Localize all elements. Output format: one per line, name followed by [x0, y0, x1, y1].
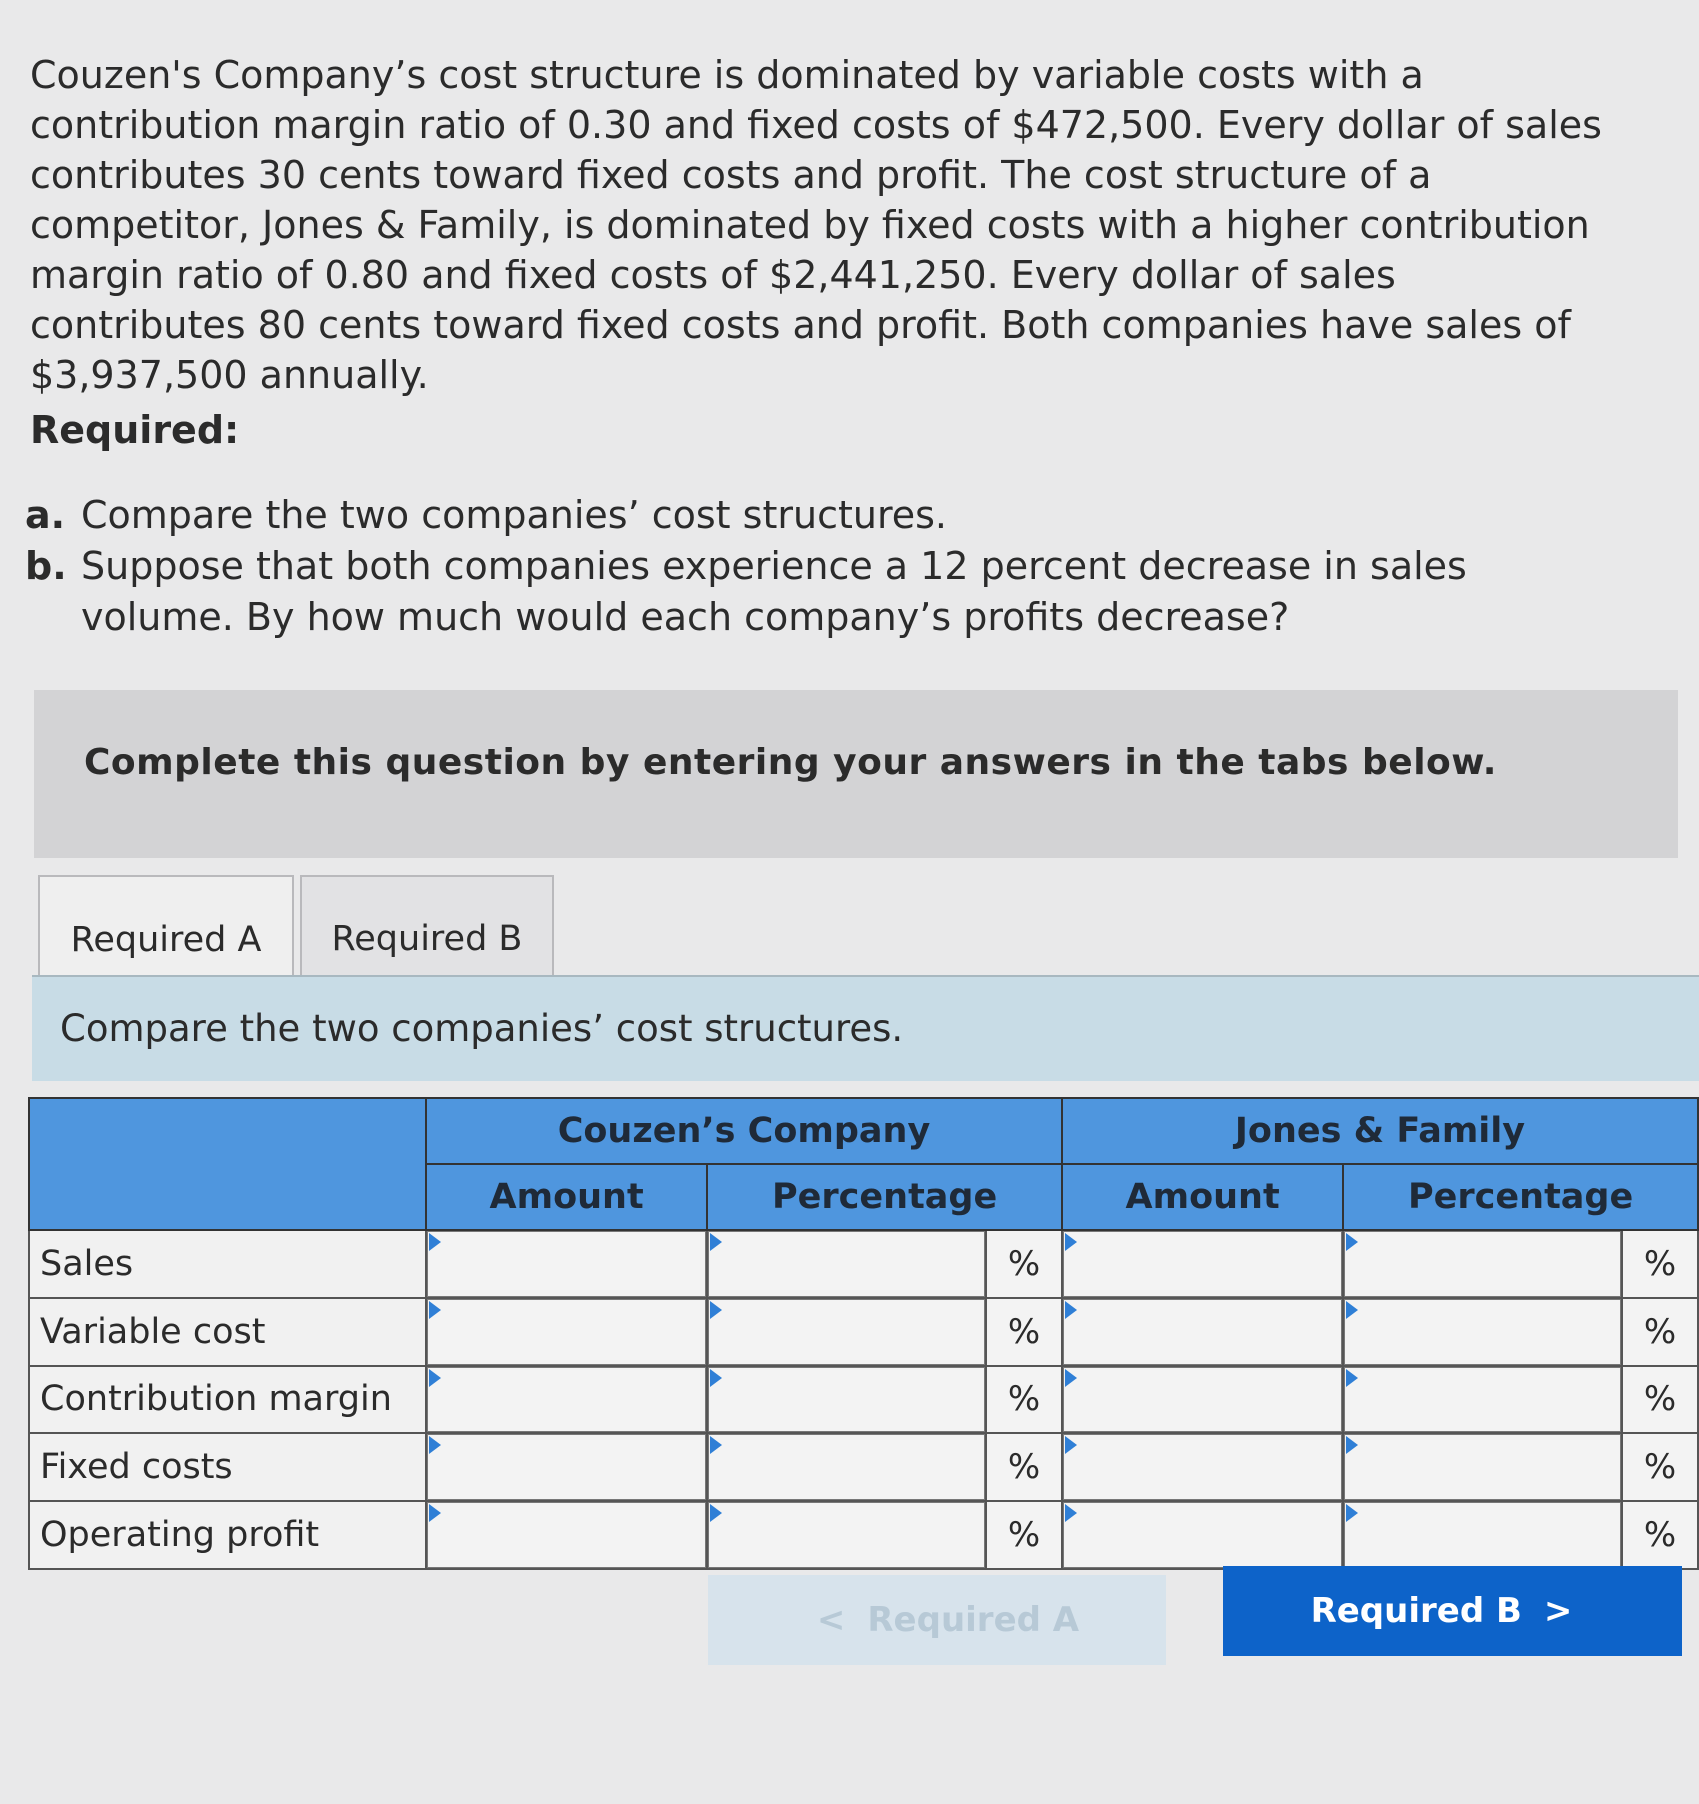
jones-percentage-input[interactable] — [1344, 1502, 1621, 1568]
couzens-amount-cell — [426, 1501, 707, 1569]
cost-structure-table — [28, 1097, 1699, 1570]
chevron-left-icon: < — [816, 1600, 846, 1640]
couzens-percentage-cell — [707, 1230, 986, 1298]
input-marker-icon — [429, 1436, 441, 1454]
jones-percentage-input[interactable] — [1344, 1367, 1621, 1433]
couzens-amount-input[interactable] — [427, 1502, 706, 1568]
next-button-label: Required B — [1310, 1591, 1522, 1631]
company-header-couzens: Couzen’s Company — [426, 1098, 1062, 1164]
couzens-amount-input[interactable] — [427, 1299, 706, 1365]
table-row — [29, 1433, 1698, 1501]
jones-percentage-cell — [1343, 1501, 1622, 1569]
input-marker-icon — [1065, 1369, 1077, 1387]
percent-sign: % — [1622, 1433, 1698, 1501]
requirement-item — [25, 541, 1625, 643]
requirement-marker: b. — [25, 544, 67, 588]
requirement-item — [25, 490, 1625, 541]
percent-sign: % — [1622, 1298, 1698, 1366]
input-marker-icon — [1065, 1436, 1077, 1454]
input-marker-icon — [710, 1369, 722, 1387]
couzens-percentage-input[interactable] — [708, 1231, 985, 1297]
tab-required-a[interactable]: Required A — [38, 875, 294, 1003]
input-marker-icon — [1065, 1233, 1077, 1251]
input-marker-icon — [710, 1436, 722, 1454]
cost-structure-table-wrap — [28, 1097, 1699, 1570]
jones-percentage-input[interactable] — [1344, 1231, 1621, 1297]
jones-percentage-input[interactable] — [1344, 1434, 1621, 1500]
table-row — [29, 1501, 1698, 1569]
jones-percentage-cell — [1343, 1366, 1622, 1434]
table-row — [29, 1366, 1698, 1434]
input-marker-icon — [1346, 1369, 1358, 1387]
jones-amount-cell — [1062, 1366, 1343, 1434]
jones-amount-input[interactable] — [1063, 1231, 1342, 1297]
prev-button-label: Required A — [867, 1600, 1080, 1640]
percent-sign: % — [986, 1433, 1062, 1501]
input-marker-icon — [1065, 1504, 1077, 1522]
panel-instruction: Compare the two companies’ cost structures. — [60, 1007, 904, 1050]
percent-sign: % — [1622, 1366, 1698, 1434]
percentage-header: Percentage — [1343, 1164, 1698, 1230]
amount-header: Amount — [1062, 1164, 1343, 1230]
couzens-amount-input[interactable] — [427, 1434, 706, 1500]
couzens-percentage-cell — [707, 1501, 986, 1569]
input-marker-icon — [1346, 1233, 1358, 1251]
couzens-amount-input[interactable] — [427, 1231, 706, 1297]
jones-amount-cell — [1062, 1298, 1343, 1366]
requirement-text: Compare the two companies’ cost structures. — [81, 493, 947, 537]
couzens-percentage-input[interactable] — [708, 1367, 985, 1433]
jones-amount-cell — [1062, 1230, 1343, 1298]
row-label: Sales — [29, 1230, 426, 1298]
row-label: Operating profit — [29, 1501, 426, 1569]
amount-header: Amount — [426, 1164, 707, 1230]
couzens-percentage-cell — [707, 1366, 986, 1434]
input-marker-icon — [1346, 1301, 1358, 1319]
couzens-percentage-input[interactable] — [708, 1434, 985, 1500]
tab-required-b[interactable]: Required B — [300, 875, 554, 1003]
input-marker-icon — [429, 1369, 441, 1387]
input-marker-icon — [710, 1233, 722, 1251]
table-row — [29, 1230, 1698, 1298]
couzens-amount-cell — [426, 1366, 707, 1434]
row-label-header — [29, 1098, 426, 1230]
jones-amount-input[interactable] — [1063, 1502, 1342, 1568]
couzens-amount-input[interactable] — [427, 1367, 706, 1433]
next-required-b-button[interactable] — [1223, 1566, 1682, 1656]
row-label: Fixed costs — [29, 1433, 426, 1501]
input-marker-icon — [710, 1504, 722, 1522]
couzens-percentage-input[interactable] — [708, 1299, 985, 1365]
jones-amount-cell — [1062, 1433, 1343, 1501]
input-marker-icon — [1065, 1301, 1077, 1319]
instruction-banner — [34, 690, 1678, 858]
banner-text: Complete this question by entering your answers in the tabs below. — [84, 742, 1497, 783]
couzens-percentage-cell — [707, 1298, 986, 1366]
jones-amount-cell — [1062, 1501, 1343, 1569]
input-marker-icon — [429, 1301, 441, 1319]
couzens-amount-cell — [426, 1433, 707, 1501]
couzens-amount-cell — [426, 1230, 707, 1298]
table-row — [29, 1298, 1698, 1366]
input-marker-icon — [710, 1301, 722, 1319]
percent-sign: % — [986, 1501, 1062, 1569]
percent-sign: % — [986, 1230, 1062, 1298]
input-marker-icon — [429, 1504, 441, 1522]
problem-text: Couzen's Company’s cost structure is dominated by variable costs with a contribution margin ratio of 0.30 and fixed costs of $472,500. Every dollar of sales contributes 30 cents toward fixed costs and profit. The cost structure of a competitor, Jones & Family, is dominated by fixed costs with a higher contribution margin ratio of 0.80 and fixed costs of $2,441,250. Every dollar of sales contributes 80 cents toward fixed costs and profit. Both companies have sales of $3,937,500 annually. — [30, 53, 1602, 397]
jones-percentage-cell — [1343, 1230, 1622, 1298]
couzens-amount-cell — [426, 1298, 707, 1366]
percent-sign: % — [986, 1366, 1062, 1434]
chevron-right-icon: > — [1543, 1591, 1573, 1631]
percent-sign: % — [986, 1298, 1062, 1366]
couzens-percentage-input[interactable] — [708, 1502, 985, 1568]
row-label: Contribution margin — [29, 1366, 426, 1434]
jones-percentage-cell — [1343, 1433, 1622, 1501]
couzens-percentage-cell — [707, 1433, 986, 1501]
input-marker-icon — [429, 1233, 441, 1251]
jones-percentage-cell — [1343, 1298, 1622, 1366]
jones-amount-input[interactable] — [1063, 1434, 1342, 1500]
required-heading: Required: — [30, 408, 240, 452]
row-label: Variable cost — [29, 1298, 426, 1366]
jones-amount-input[interactable] — [1063, 1299, 1342, 1365]
requirement-marker: a. — [25, 493, 66, 537]
input-marker-icon — [1346, 1504, 1358, 1522]
prev-required-a-button[interactable] — [708, 1575, 1166, 1665]
jones-percentage-input[interactable] — [1344, 1299, 1621, 1365]
company-header-jones: Jones & Family — [1062, 1098, 1698, 1164]
requirement-text: Suppose that both companies experience a 12 percent decrease in sales volume. By how much would each company’s profits decrease? — [81, 544, 1467, 639]
percentage-header: Percentage — [707, 1164, 1062, 1230]
input-marker-icon — [1346, 1436, 1358, 1454]
tab-panel-header — [32, 975, 1699, 1081]
jones-amount-input[interactable] — [1063, 1367, 1342, 1433]
percent-sign: % — [1622, 1230, 1698, 1298]
requirements-list — [25, 490, 1625, 643]
percent-sign: % — [1622, 1501, 1698, 1569]
